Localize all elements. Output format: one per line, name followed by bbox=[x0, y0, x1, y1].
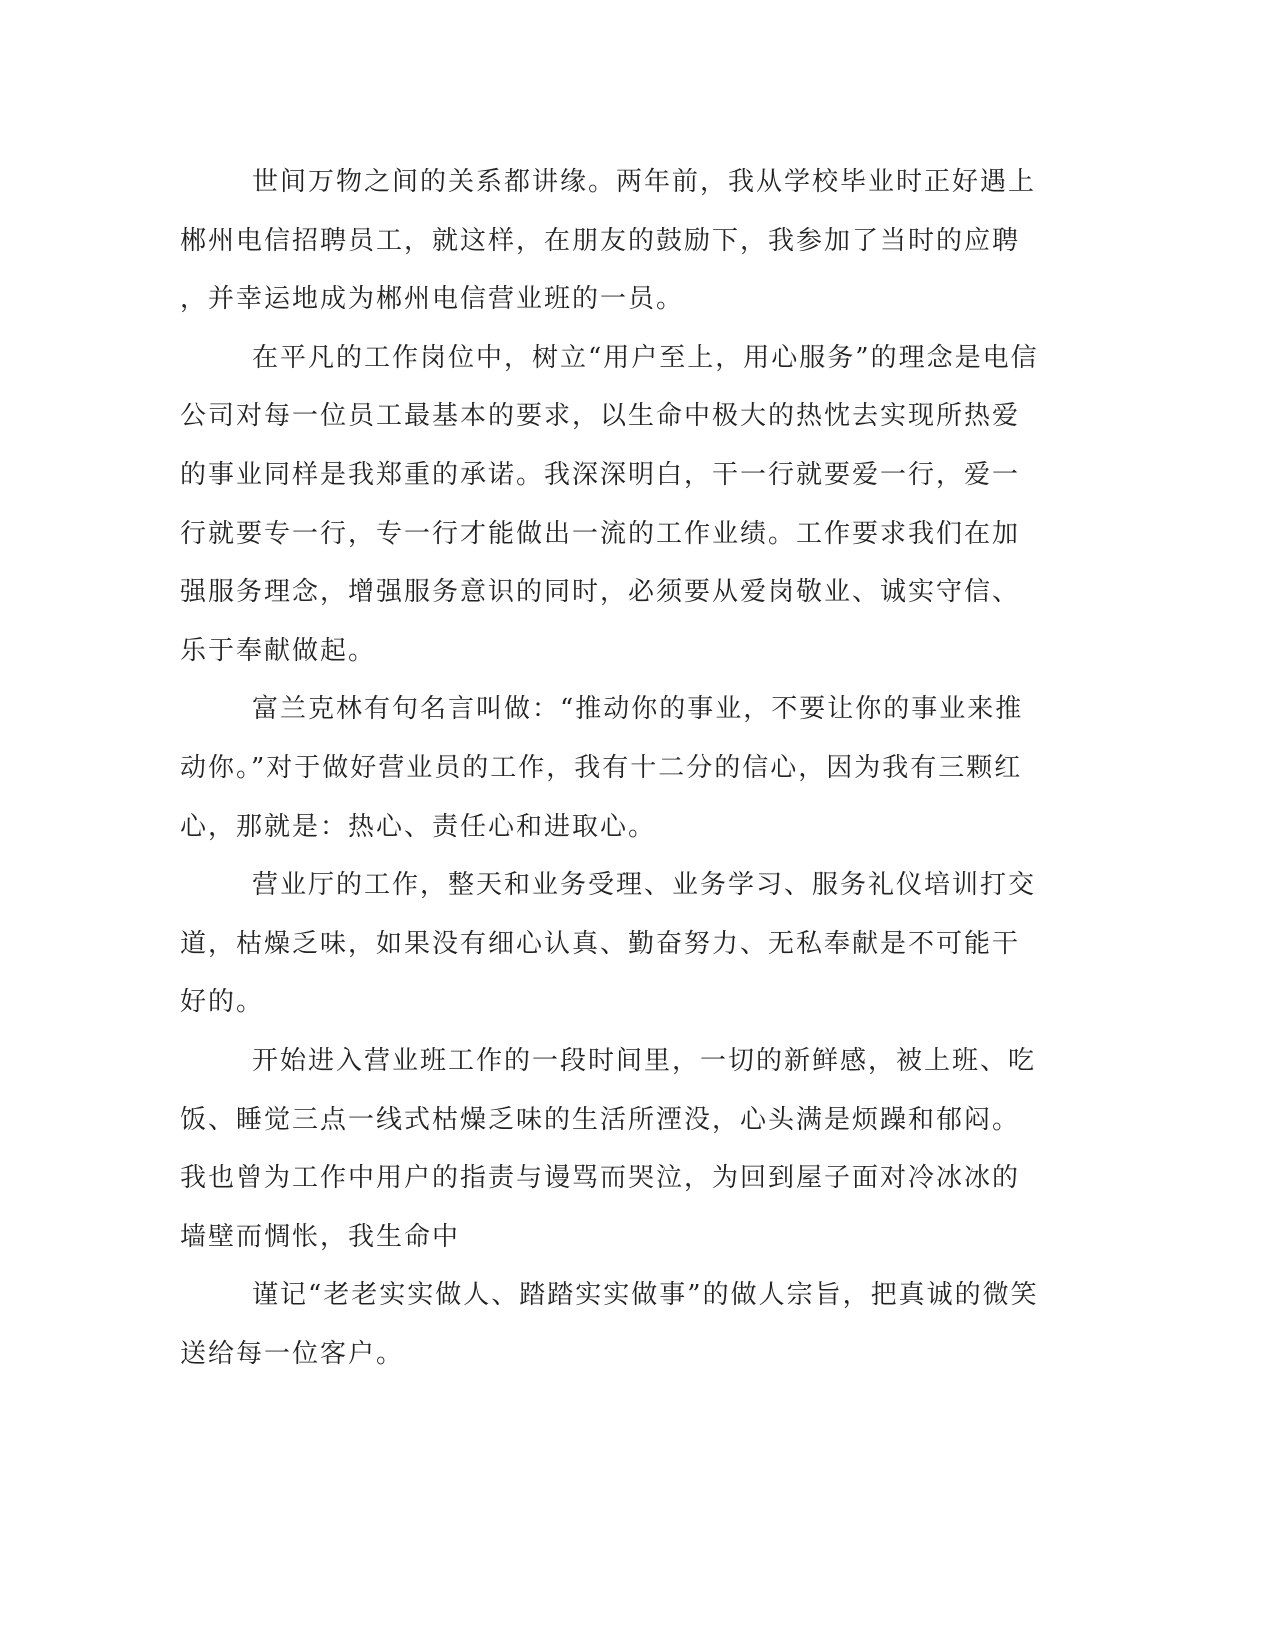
paragraph-1 bbox=[180, 162, 1040, 338]
text-line: 开始进入营业班工作的一段时间里，一切的新鲜感，被上班、吃 bbox=[252, 1045, 1037, 1076]
text-line: 富兰克林有句名言叫做：“推动你的事业，不要让你的事业来推 bbox=[252, 694, 1024, 725]
text-line: 道，枯燥乏味，如果没有细心认真、勤奋努力、无私奉献是不可能干 bbox=[180, 928, 1021, 959]
text-line: 饭、睡觉三点一线式枯燥乏味的生活所湮没，心头满是烦躁和郁闷。 bbox=[180, 1104, 1021, 1135]
text-line: 在平凡的工作岗位中，树立“用户至上，用心服务”的理念是电信 bbox=[252, 342, 1039, 373]
paragraph-5 bbox=[180, 1041, 1040, 1275]
text-line: 墙壁而惆怅，我生命中 bbox=[180, 1221, 461, 1252]
paragraph-4 bbox=[180, 865, 1040, 1041]
text-line: 公司对每一位员工最基本的要求，以生命中极大的热忱去实现所热爱 bbox=[180, 401, 1021, 432]
paragraph-6 bbox=[180, 1275, 1040, 1392]
document-body bbox=[180, 162, 1040, 1392]
text-line: 郴州电信招聘员工，就这样，在朋友的鼓励下，我参加了当时的应聘 bbox=[180, 225, 1021, 256]
text-line: 乐于奉献做起。 bbox=[180, 635, 377, 666]
text-line: 谨记“老老实实做人、踏踏实实做事”的做人宗旨，把真诚的微笑 bbox=[252, 1280, 1039, 1311]
text-line: 强服务理念，增强服务意识的同时，必须要从爱岗敬业、诚实守信、 bbox=[180, 577, 1021, 608]
paragraph-2 bbox=[180, 338, 1040, 690]
text-line: 心，那就是：热心、责任心和进取心。 bbox=[180, 811, 657, 842]
text-line: 行就要专一行，专一行才能做出一流的工作业绩。工作要求我们在加 bbox=[180, 518, 1021, 549]
text-line: 好的。 bbox=[180, 987, 265, 1018]
text-line: 世间万物之间的关系都讲缘。两年前，我从学校毕业时正好遇上 bbox=[252, 167, 1037, 197]
text-line: ，并幸运地成为郴州电信营业班的一员。 bbox=[180, 284, 685, 315]
paragraph-3 bbox=[180, 689, 1040, 865]
text-line: 动你。”对于做好营业员的工作，我有十二分的信心，因为我有三颗红 bbox=[180, 752, 1023, 783]
text-line: 我也曾为工作中用户的指责与谩骂而哭泣，为回到屋子面对冷冰冰的 bbox=[180, 1163, 1021, 1194]
text-line: 营业厅的工作，整天和业务受理、业务学习、服务礼仪培训打交 bbox=[252, 870, 1037, 901]
text-line: 送给每一位客户。 bbox=[180, 1338, 405, 1369]
text-line: 的事业同样是我郑重的承诺。我深深明白，干一行就要爱一行，爱一 bbox=[180, 459, 1021, 490]
